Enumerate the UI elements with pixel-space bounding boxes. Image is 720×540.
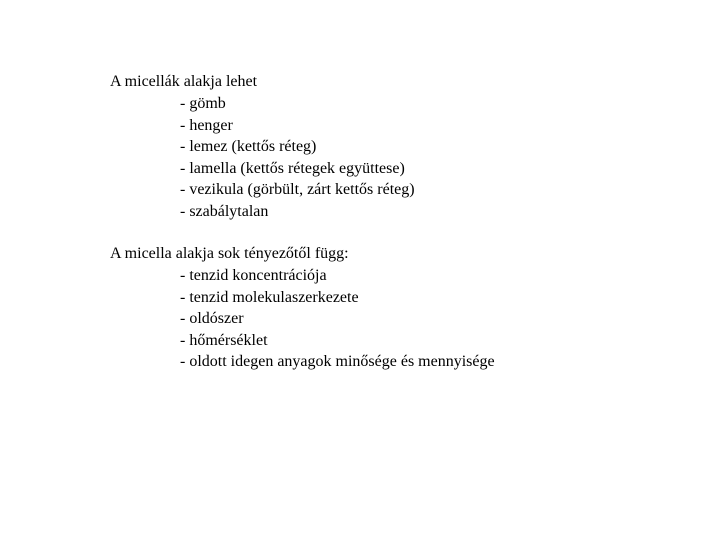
shape-factors-section: [110, 243, 670, 373]
list-item: - tenzid koncentrációja: [180, 267, 327, 284]
section-heading: A micellák alakja lehet: [110, 73, 258, 90]
list-item: - henger: [180, 116, 233, 134]
factor-list: [110, 265, 670, 373]
section-heading: A micella alakja sok tényezőtől függ:: [110, 245, 349, 262]
list-item: - lemez (kettős réteg): [180, 138, 317, 155]
list-item: - vezikula (görbült, zárt kettős réteg): [180, 181, 415, 198]
list-item: - gömb: [180, 95, 226, 112]
list-item: - oldószer: [180, 310, 244, 327]
list-item: - hőmérséklet: [180, 331, 268, 349]
list-item: - tenzid molekulaszerkezete: [180, 288, 359, 306]
list-item: - lamella (kettős rétegek együttese): [180, 159, 405, 177]
shape-list: [110, 93, 670, 222]
list-item: - oldott idegen anyagok minősége és mennyisége: [180, 353, 495, 370]
list-item: - szabálytalan: [180, 202, 269, 220]
micelle-shapes-section: [110, 71, 670, 222]
